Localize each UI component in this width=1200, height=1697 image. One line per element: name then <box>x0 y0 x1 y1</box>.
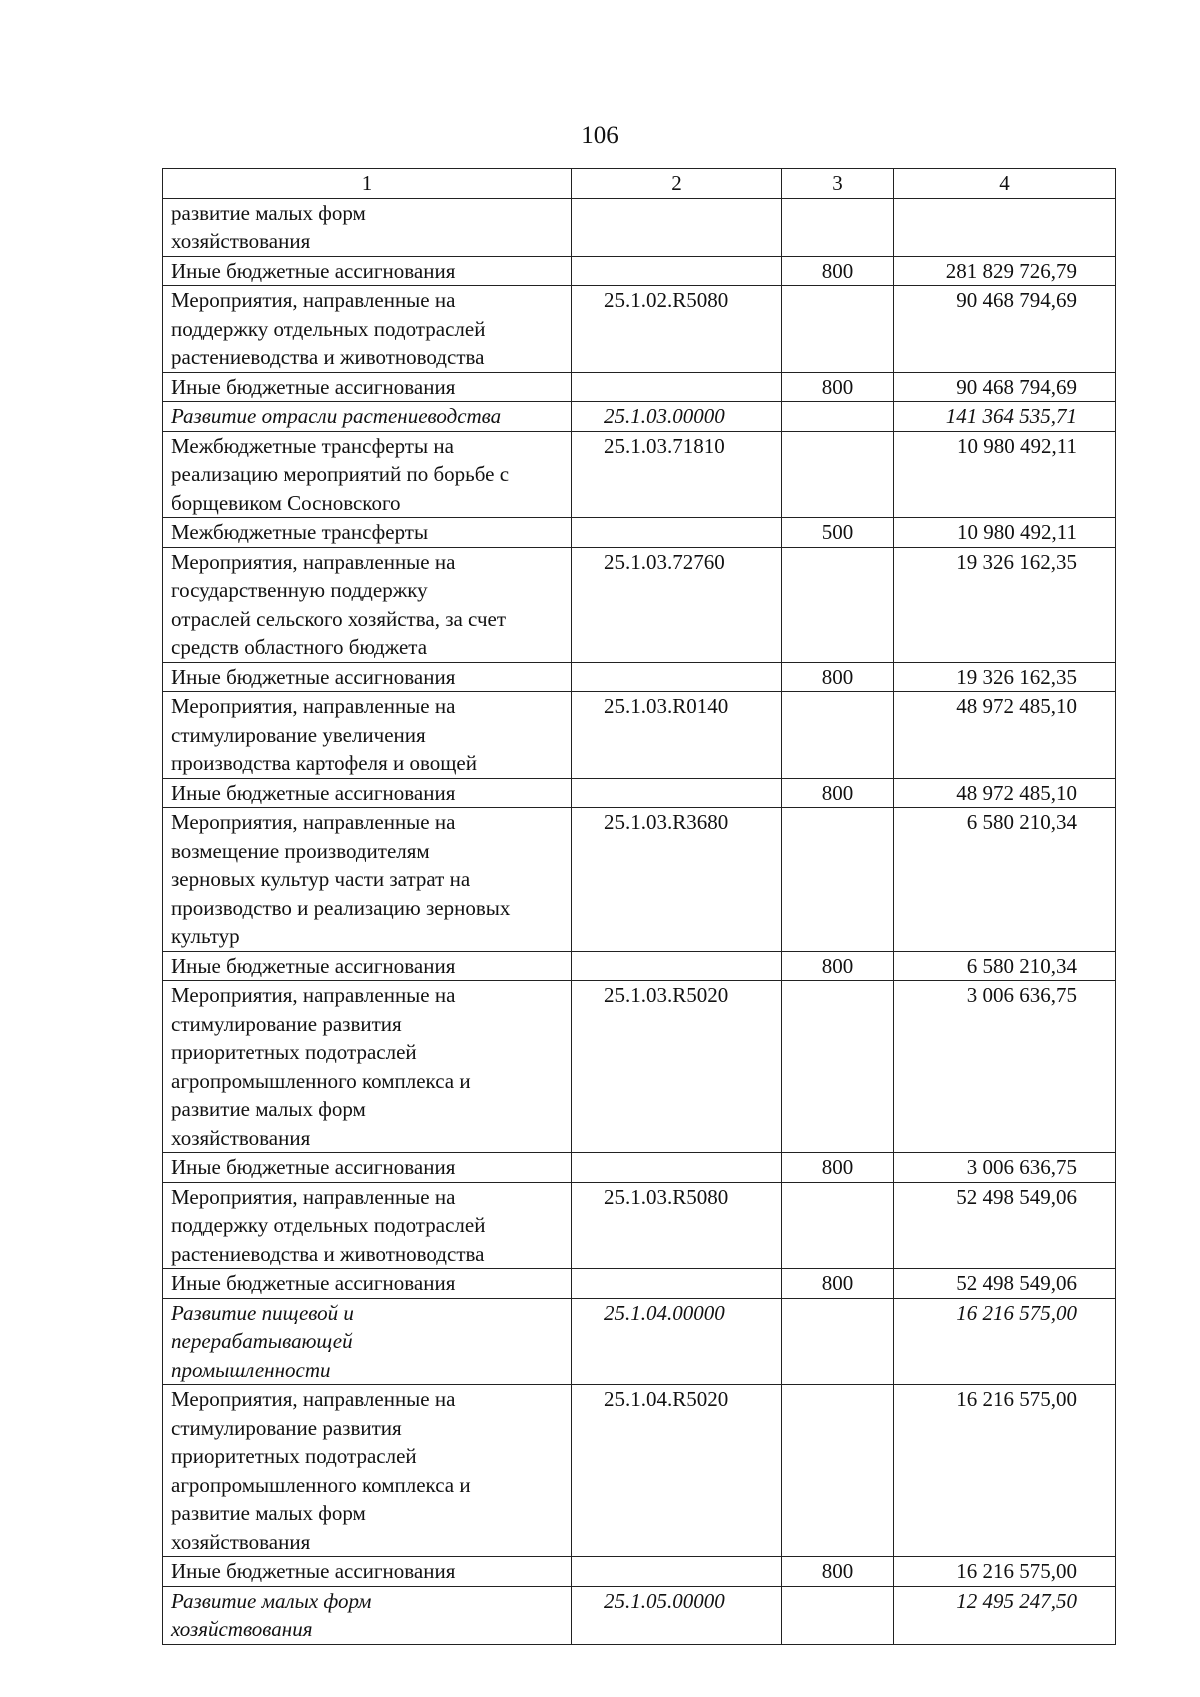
amount-cell <box>894 1182 1116 1269</box>
item-name-cell <box>163 1557 572 1587</box>
amount-cell <box>894 692 1116 779</box>
table-row <box>163 1557 1116 1587</box>
expense-type-cell <box>782 662 894 692</box>
item-name-cell-text: Развитие малых форм хозяйствования <box>171 1588 372 1641</box>
target-code-cell-text: 25.1.04.R5020 <box>604 1387 729 1411</box>
amount-cell-text: 281 829 726,79 <box>945 258 1077 283</box>
amount-cell <box>894 286 1116 373</box>
header-cell-1: 1 <box>163 169 572 199</box>
amount-cell-text: 141 364 535,71 <box>945 404 1077 428</box>
target-code-cell <box>572 518 782 548</box>
expense-type-cell <box>782 778 894 808</box>
item-name-cell-text: Мероприятия, направленные на стимулирование увеличения производства картофеля и овощей <box>171 694 477 775</box>
expense-type-cell-text: 800 <box>821 1559 854 1583</box>
table-row <box>163 198 1116 256</box>
expense-type-cell-text: 800 <box>821 780 854 805</box>
expense-type-cell <box>782 431 894 518</box>
item-name-cell-text: Иные бюджетные ассигнования <box>171 1559 456 1583</box>
table-row <box>163 951 1116 981</box>
amount-cell <box>894 402 1116 432</box>
item-name-cell <box>163 981 572 1153</box>
amount-cell-text: 52 498 549,06 <box>956 1184 1077 1209</box>
amount-cell-text: 52 498 549,06 <box>956 1271 1077 1295</box>
item-name-cell-text: Иные бюджетные ассигнования <box>171 374 456 399</box>
table-row <box>163 518 1116 548</box>
target-code-cell <box>572 402 782 432</box>
item-name-cell-text: Межбюджетные трансферты <box>171 520 429 544</box>
expense-type-cell-text: 800 <box>821 374 854 399</box>
expense-type-cell-text: 800 <box>821 258 854 283</box>
amount-cell <box>894 778 1116 808</box>
expense-type-cell <box>782 256 894 286</box>
target-code-cell <box>572 256 782 286</box>
item-name-cell-text: Мероприятия, направленные на стимулирование развития приоритетных подотраслей агропромышленного комплекса и развитие малых форм хозяйствования <box>171 983 471 1150</box>
expense-type-cell-text: 500 <box>821 520 854 544</box>
table-row <box>163 402 1116 432</box>
header-row <box>163 169 1116 199</box>
target-code-cell <box>572 951 782 981</box>
target-code-cell <box>572 1586 782 1644</box>
table-body <box>163 169 1116 1645</box>
item-name-cell <box>163 402 572 432</box>
amount-cell <box>894 256 1116 286</box>
target-code-cell-text: 25.1.05.00000 <box>604 1588 725 1613</box>
item-name-cell <box>163 1586 572 1644</box>
expense-type-cell <box>782 1182 894 1269</box>
amount-cell-text: 12 495 247,50 <box>956 1588 1077 1613</box>
target-code-cell-text: 25.1.03.R5020 <box>604 983 729 1007</box>
table-row <box>163 1269 1116 1299</box>
amount-cell-text: 16 216 575,00 <box>956 1300 1077 1325</box>
table-row <box>163 1153 1116 1183</box>
expense-type-cell <box>782 1269 894 1299</box>
target-code-cell <box>572 1182 782 1269</box>
amount-cell <box>894 1269 1116 1299</box>
amount-cell <box>894 518 1116 548</box>
item-name-cell <box>163 1298 572 1385</box>
expense-type-cell-text: 800 <box>821 1271 854 1295</box>
target-code-cell <box>572 1557 782 1587</box>
item-name-cell <box>163 518 572 548</box>
target-code-cell-text: 25.1.03.72760 <box>604 549 725 574</box>
amount-cell <box>894 547 1116 662</box>
table-row <box>163 547 1116 662</box>
item-name-cell-text: Иные бюджетные ассигнования <box>171 258 456 283</box>
expense-type-cell <box>782 1385 894 1557</box>
expense-type-cell <box>782 198 894 256</box>
amount-cell <box>894 372 1116 402</box>
amount-cell <box>894 1298 1116 1385</box>
amount-cell <box>894 1586 1116 1644</box>
item-name-cell <box>163 547 572 662</box>
target-code-cell <box>572 547 782 662</box>
table-row <box>163 372 1116 402</box>
amount-cell <box>894 1385 1116 1557</box>
amount-cell-text: 6 580 210,34 <box>966 953 1077 978</box>
target-code-cell-text: 25.1.03.R5080 <box>604 1184 729 1209</box>
item-name-cell <box>163 692 572 779</box>
amount-cell <box>894 1557 1116 1587</box>
item-name-cell-text: развитие малых форм хозяйствования <box>171 200 366 253</box>
amount-cell <box>894 198 1116 256</box>
target-code-cell <box>572 808 782 952</box>
target-code-cell <box>572 778 782 808</box>
table-row <box>163 431 1116 518</box>
target-code-cell-text: 25.1.03.R0140 <box>604 694 729 718</box>
amount-cell-text: 19 326 162,35 <box>956 664 1077 689</box>
table-row <box>163 286 1116 373</box>
amount-cell <box>894 981 1116 1153</box>
target-code-cell-text: 25.1.03.00000 <box>604 404 725 428</box>
table-row <box>163 256 1116 286</box>
amount-cell <box>894 808 1116 952</box>
page-number: 106 <box>581 122 619 149</box>
item-name-cell-text: Иные бюджетные ассигнования <box>171 780 456 805</box>
expense-type-cell-text: 800 <box>821 953 854 978</box>
item-name-cell-text: Мероприятия, направленные на возмещение производителям зерновых культур части затрат на производство и реализацию зерновых культур <box>171 810 511 948</box>
target-code-cell-text: 25.1.03.R3680 <box>604 810 729 834</box>
table-row <box>163 981 1116 1153</box>
item-name-cell <box>163 431 572 518</box>
table-row <box>163 1586 1116 1644</box>
amount-cell-text: 48 972 485,10 <box>956 780 1077 805</box>
item-name-cell <box>163 1269 572 1299</box>
target-code-cell <box>572 286 782 373</box>
amount-cell <box>894 951 1116 981</box>
amount-cell-text: 16 216 575,00 <box>956 1387 1077 1411</box>
item-name-cell <box>163 256 572 286</box>
item-name-cell <box>163 286 572 373</box>
item-name-cell-text: Развитие отрасли растениеводства <box>171 404 502 428</box>
expense-type-cell <box>782 981 894 1153</box>
item-name-cell <box>163 372 572 402</box>
item-name-cell-text: Иные бюджетные ассигнования <box>171 1271 456 1295</box>
expense-type-cell <box>782 1298 894 1385</box>
amount-cell-text: 3 006 636,75 <box>966 983 1077 1007</box>
item-name-cell <box>163 1182 572 1269</box>
item-name-cell-text: Мероприятия, направленные на поддержку отдельных подотраслей растениеводства и животноводства <box>171 1184 486 1266</box>
target-code-cell <box>572 1385 782 1557</box>
item-name-cell-text: Иные бюджетные ассигнования <box>171 1155 456 1179</box>
expense-type-cell-text: 800 <box>821 1155 854 1179</box>
amount-cell-text: 16 216 575,00 <box>956 1559 1077 1583</box>
expense-type-cell <box>782 402 894 432</box>
amount-cell-text: 19 326 162,35 <box>956 549 1077 574</box>
item-name-cell <box>163 1153 572 1183</box>
item-name-cell <box>163 198 572 256</box>
table-row <box>163 662 1116 692</box>
target-code-cell <box>572 198 782 256</box>
expense-type-cell <box>782 951 894 981</box>
amount-cell <box>894 1153 1116 1183</box>
target-code-cell-text: 25.1.03.71810 <box>604 433 725 458</box>
header-cell-3: 3 <box>782 169 894 199</box>
item-name-cell <box>163 662 572 692</box>
target-code-cell-text: 25.1.02.R5080 <box>604 288 729 312</box>
table-row <box>163 1182 1116 1269</box>
amount-cell <box>894 431 1116 518</box>
expense-type-cell <box>782 547 894 662</box>
expense-type-cell-text: 800 <box>821 664 854 689</box>
item-name-cell-text: Мероприятия, направленные на стимулирование развития приоритетных подотраслей агропромышленного комплекса и развитие малых форм хозяйствования <box>171 1387 471 1554</box>
item-name-cell <box>163 778 572 808</box>
target-code-cell <box>572 1298 782 1385</box>
target-code-cell <box>572 1153 782 1183</box>
expense-type-cell <box>782 1153 894 1183</box>
target-code-cell <box>572 431 782 518</box>
item-name-cell-text: Межбюджетные трансферты на реализацию мероприятий по борьбе с борщевиком Сосновского <box>171 433 510 515</box>
expense-type-cell <box>782 518 894 548</box>
target-code-cell <box>572 372 782 402</box>
item-name-cell-text: Развитие пищевой и перерабатывающей промышленности <box>171 1300 354 1382</box>
expense-type-cell <box>782 286 894 373</box>
table-row <box>163 1385 1116 1557</box>
amount-cell-text: 10 980 492,11 <box>957 520 1077 544</box>
item-name-cell-text: Иные бюджетные ассигнования <box>171 953 456 978</box>
table-row <box>163 1298 1116 1385</box>
item-name-cell <box>163 951 572 981</box>
amount-cell <box>894 662 1116 692</box>
target-code-cell <box>572 981 782 1153</box>
amount-cell-text: 48 972 485,10 <box>956 694 1077 718</box>
amount-cell-text: 90 468 794,69 <box>956 288 1077 312</box>
amount-cell-text: 6 580 210,34 <box>966 810 1077 834</box>
table-row <box>163 692 1116 779</box>
target-code-cell <box>572 692 782 779</box>
table-row <box>163 808 1116 952</box>
target-code-cell <box>572 662 782 692</box>
item-name-cell-text: Мероприятия, направленные на поддержку отдельных подотраслей растениеводства и животноводства <box>171 288 486 369</box>
header-cell-4: 4 <box>894 169 1116 199</box>
expense-type-cell <box>782 692 894 779</box>
amount-cell-text: 3 006 636,75 <box>966 1155 1077 1179</box>
header-cell-2: 2 <box>572 169 782 199</box>
item-name-cell <box>163 1385 572 1557</box>
target-code-cell-text: 25.1.04.00000 <box>604 1300 725 1325</box>
target-code-cell <box>572 1269 782 1299</box>
item-name-cell-text: Иные бюджетные ассигнования <box>171 664 456 689</box>
table-row <box>163 778 1116 808</box>
expense-type-cell <box>782 808 894 952</box>
amount-cell-text: 10 980 492,11 <box>957 433 1077 458</box>
item-name-cell-text: Мероприятия, направленные на государственную поддержку отраслей сельского хозяйства, за счет средств областного бюджета <box>171 549 507 659</box>
expense-type-cell <box>782 1586 894 1644</box>
expense-type-cell <box>782 1557 894 1587</box>
expense-type-cell <box>782 372 894 402</box>
budget-table <box>162 168 1116 1645</box>
amount-cell-text: 90 468 794,69 <box>956 374 1077 399</box>
item-name-cell <box>163 808 572 952</box>
